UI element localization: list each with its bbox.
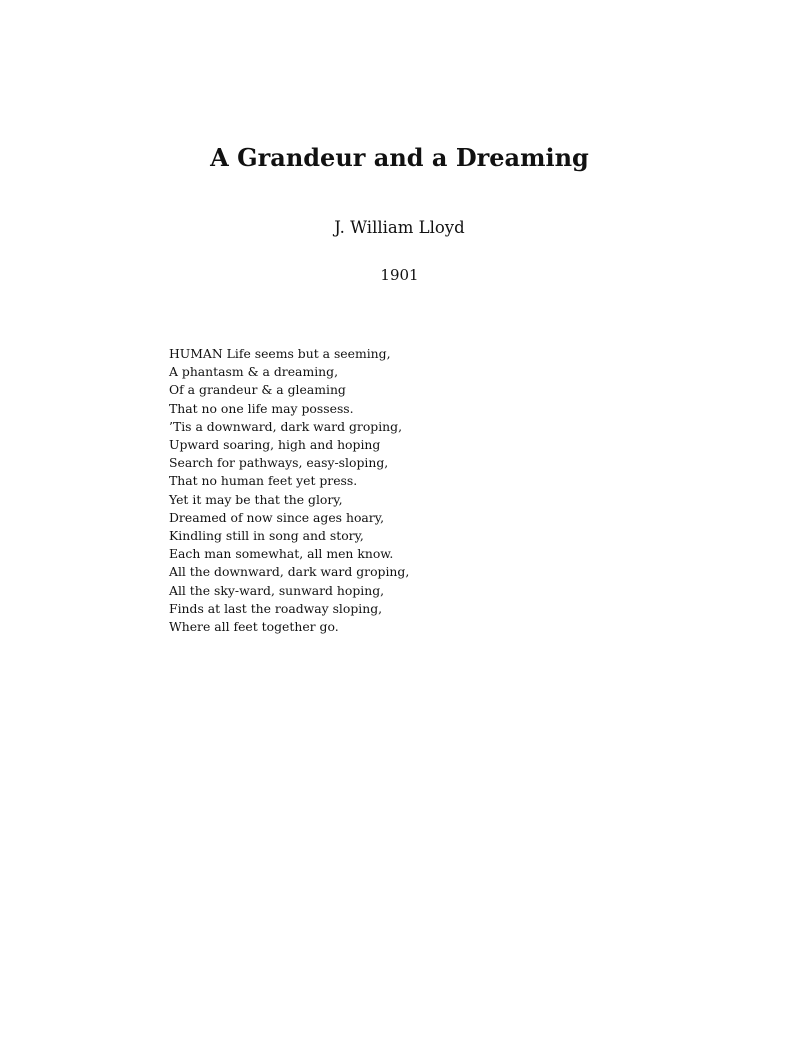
- document-title: A Grandeur and a Dreaming: [210, 143, 589, 172]
- poem-line: ’Tis a downward, dark ward groping,: [169, 418, 403, 434]
- poem-line: Search for pathways, easy-sloping,: [169, 455, 389, 471]
- poem-line: Upward soaring, high and hoping: [169, 437, 381, 453]
- poem-line: Of a grandeur & a gleaming: [169, 382, 346, 398]
- poem-line: Each man somewhat, all men know.: [169, 546, 394, 562]
- poem-line: That no human feet yet press.: [169, 473, 358, 489]
- poem-line: All the downward, dark ward groping,: [169, 564, 410, 580]
- poem-line: All the sky-ward, sunward hoping,: [169, 582, 385, 598]
- poem-line: That no one life may possess.: [169, 400, 354, 416]
- author-name: J. William Lloyd: [334, 218, 465, 237]
- poem-body: [169, 345, 629, 636]
- poem-line: HUMAN Life seems but a seeming,: [169, 346, 391, 361]
- poem-line: Yet it may be that the glory,: [169, 491, 343, 507]
- poem-line: Kindling still in song and story,: [169, 528, 364, 544]
- poem-line: Dreamed of now since ages hoary,: [169, 509, 385, 525]
- poem-line: Finds at last the roadway sloping,: [169, 600, 383, 616]
- poem-line: Where all feet together go.: [169, 619, 339, 635]
- poem-line: A phantasm & a dreaming,: [169, 364, 339, 380]
- publication-date: 1901: [380, 266, 419, 284]
